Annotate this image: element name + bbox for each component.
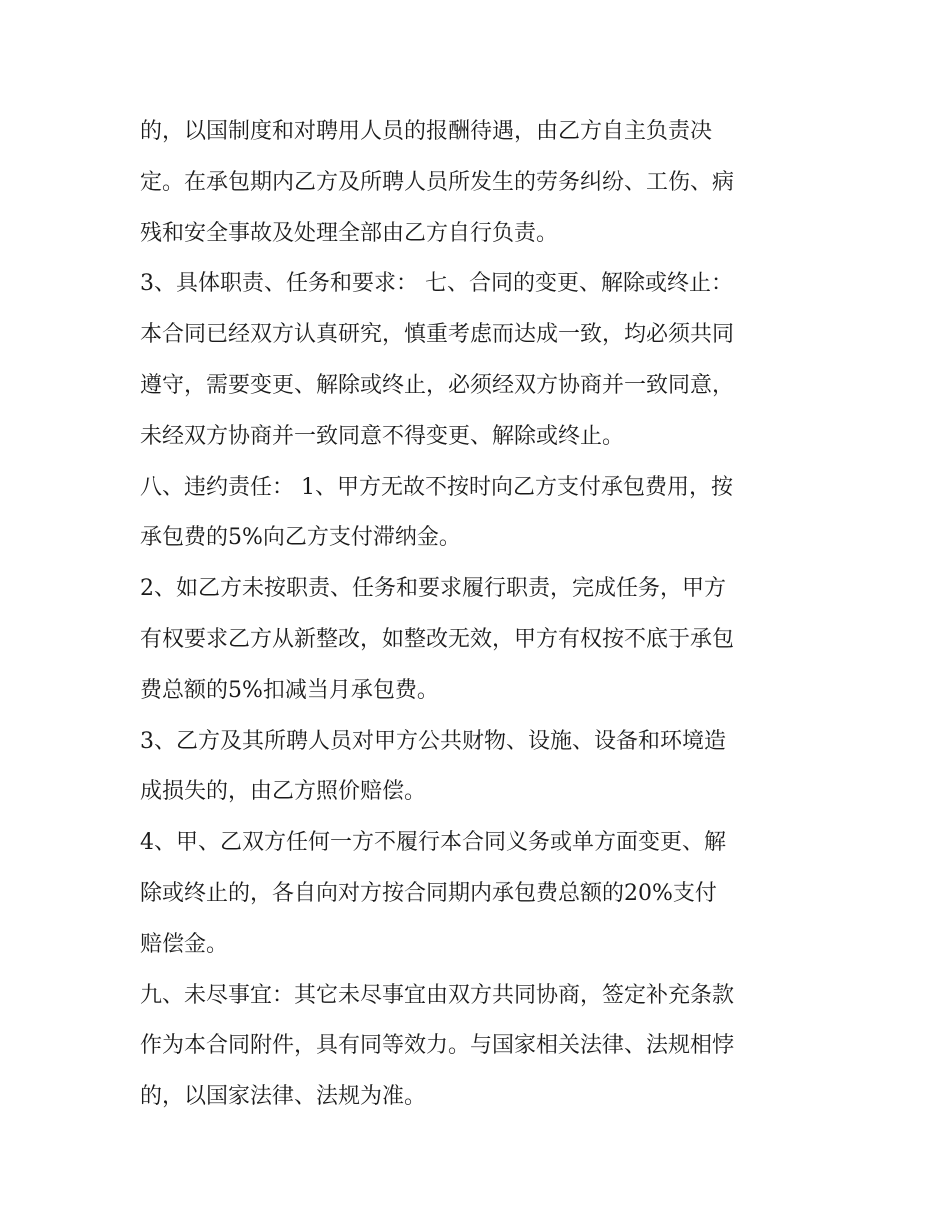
text-line: 费总额的5%扣减当月承包费。 [140, 677, 439, 703]
text-line: 残和安全事故及处理全部由乙方自行负责。 [140, 220, 559, 246]
text-line: 本合同已经双方认真研究，慎重考虑而达成一致，均必须共同 [140, 322, 735, 348]
text-line: 3、乙方及其所聘人员对甲方公共财物、设施、设备和环境造 [140, 728, 726, 754]
text-line: 成损失的，由乙方照价赔偿。 [140, 779, 427, 805]
text-line: 承包费的5%向乙方支付滞纳金。 [140, 525, 461, 551]
text-line: 的，以国制度和对聘用人员的报酬待遇，由乙方自主负责决 [140, 119, 713, 144]
text-line: 定。在承包期内乙方及所聘人员所发生的劳务纠纷、工伤、病 [140, 169, 735, 195]
document-body [140, 107, 820, 1123]
text-line: 遵守，需要变更、解除或终止，必须经双方协商并一致同意， [140, 372, 735, 398]
text-line: 2、如乙方未按职责、任务和要求履行职责，完成任务，甲方 [140, 576, 726, 602]
text-line: 八、违约责任： 1、甲方无故不按时向乙方支付承包费用，按 [140, 474, 733, 500]
text-line: 九、未尽事宜：其它未尽事宜由双方共同协商，签定补充条款 [140, 982, 735, 1008]
text-line: 4、甲、乙双方任何一方不履行本合同义务或单方面变更、解 [140, 830, 726, 856]
text-line: 除或终止的，各自向对方按合同期内承包费总额的20%支付 [140, 880, 717, 906]
text-line: 有权要求乙方从新整改，如整改无效，甲方有权按不底于承包 [140, 626, 735, 652]
text-line: 赔偿金。 [140, 931, 229, 957]
text-line: 的，以国家法律、法规为准。 [140, 1084, 427, 1110]
text-line: 3、具体职责、任务和要求： 七、合同的变更、解除或终止： [140, 271, 733, 297]
text-line: 未经双方协商并一致同意不得变更、解除或终止。 [140, 423, 625, 449]
text-line: 作为本合同附件，具有同等效力。与国家相关法律、法规相悖 [140, 1033, 735, 1059]
